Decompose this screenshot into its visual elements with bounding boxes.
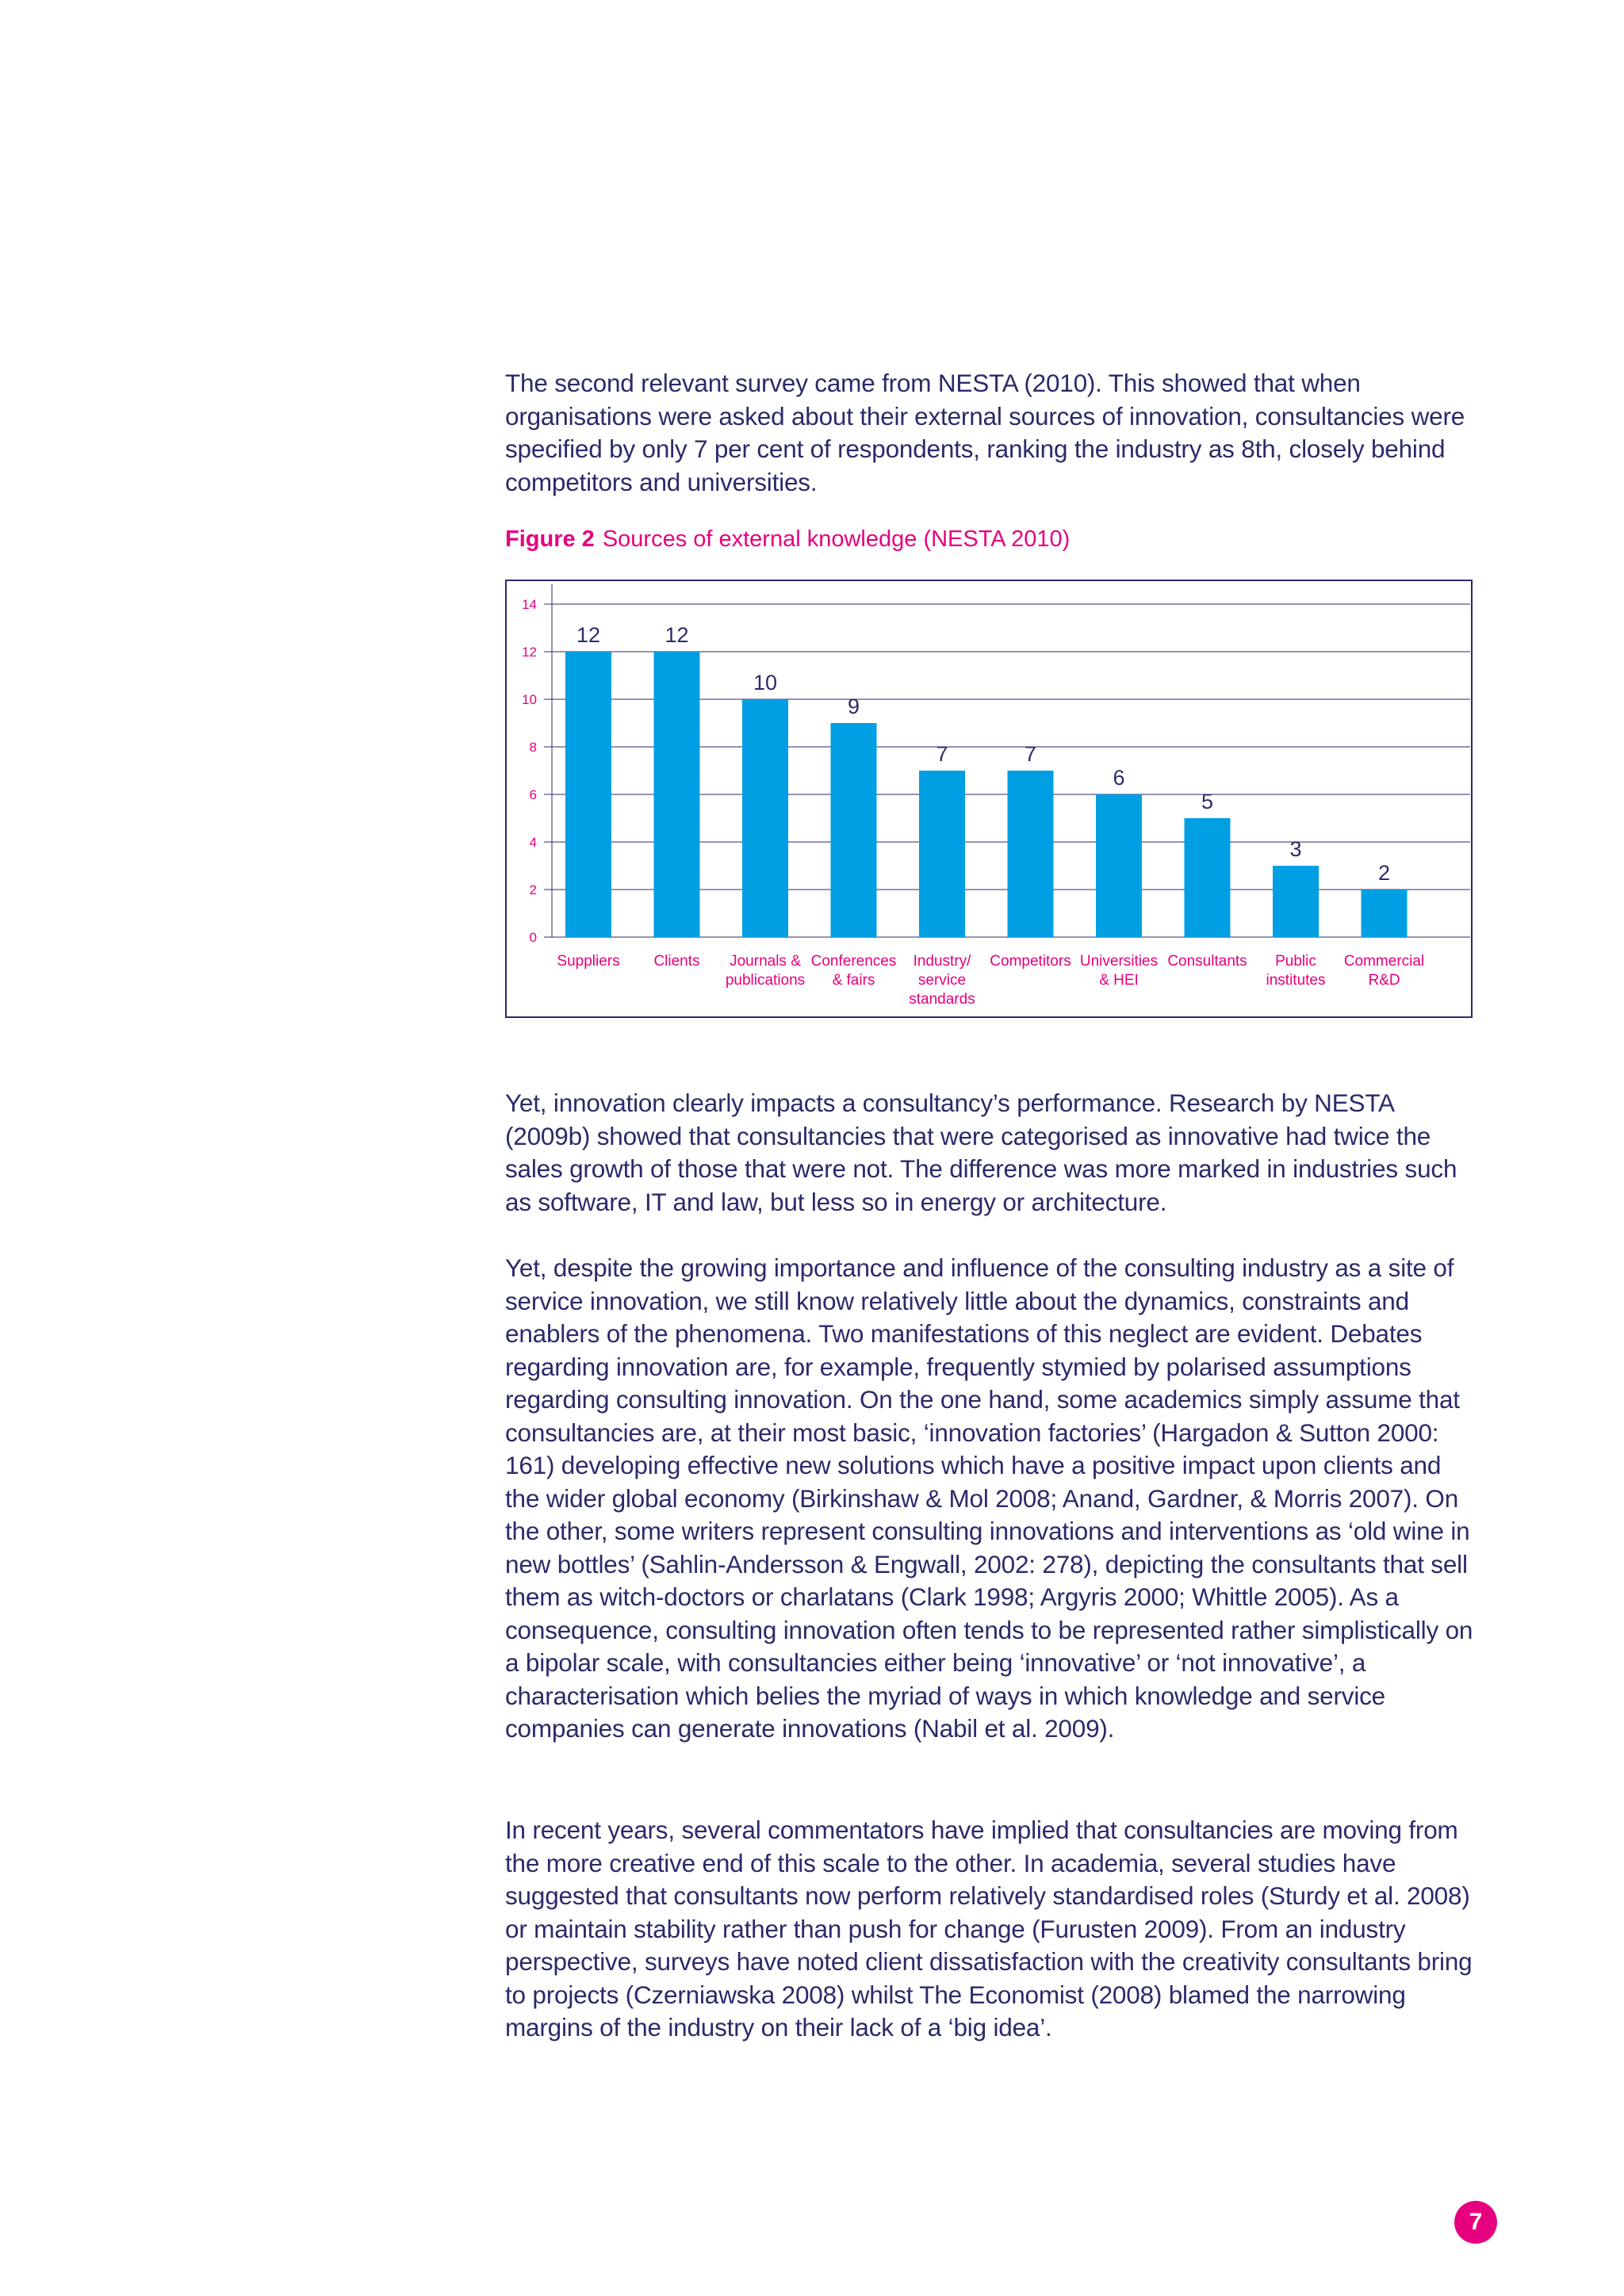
category-label: Public institutes — [1266, 953, 1326, 989]
y-tick-label: 8 — [529, 740, 537, 755]
category-label: Journals & publications — [725, 953, 806, 989]
neglect-paragraph: Yet, despite the growing importance and influence of the consulting industry as a site of service innovation, we still know relatively little about the dynamics, constraints and enablers of the phenomena. Two manifestations of this neglect are evident. Debates regarding innovation are, for example, frequently stymied by polarised assumptions regarding consulting innovation. On the one hand, some academics simply assume that consultancies are, at their most basic, ‘innovation factories’ (Hargadon & Sutton 2000: 161) developing effective new solutions which have a positive impact upon clients and the wider global economy (Birkinshaw & Mol 2008; Anand, Gardner, & Morris 2007). On the other, some writers represent consulting innovations and interventions as ‘old wine in new bottles’ (Sahlin-Andersson & Engwall, 2002: 278), depicting the consultants that sell them as witch-doctors or charlatans (Clark 1998; Argyris 2000; Whittle 2005). As a consequence, consulting innovation often tends to be represented rather simplistically on a bipolar scale, with consultancies either being ‘innovative’ or ‘not innovative’, a characterisation which belies the myriad of ways in which knowledge and service companies can generate innovations (Nabil et al. 2009). — [505, 1253, 1473, 1743]
bar — [1273, 866, 1319, 937]
bar-value-label: 7 — [936, 742, 948, 766]
y-tick-label: 2 — [529, 882, 537, 897]
bar — [831, 723, 877, 937]
category-label: Conferences & fairs — [810, 953, 897, 989]
bar — [1008, 771, 1054, 937]
category-label: Commercial R&D — [1343, 953, 1425, 989]
category-label: Universities & HEI — [1079, 953, 1159, 989]
category-label: Suppliers — [557, 953, 620, 970]
bar-value-label: 10 — [753, 671, 778, 695]
bar-value-label: 3 — [1289, 837, 1302, 861]
bar-value-label: 12 — [665, 623, 689, 647]
category-label: Consultants — [1167, 953, 1247, 970]
performance-paragraph: Yet, innovation clearly impacts a consultancy’s performance. Research by NESTA (2009b) showed that consultancies that were categorised as innovative had twice the sales growth of those that were not. The difference was more marked in industries such as software, IT and law, but less so in energy or architecture. — [505, 1089, 1457, 1216]
bar-value-label: 2 — [1377, 861, 1391, 885]
bar — [1096, 794, 1142, 937]
bar-value-label: 7 — [1024, 742, 1037, 766]
y-tick-label: 14 — [522, 597, 537, 612]
y-tick-label: 4 — [529, 835, 537, 850]
bar-value-label: 5 — [1201, 790, 1214, 813]
recent-years-paragraph: In recent years, several commentators have implied that consultancies are moving from the more creative end of this scale to the other. In academia, several studies have suggested that consultants now perform relatively standardised roles (Sturdy et al. 2008) or maintain stability rather than push for change (Furusten 2009). From an industry perspective, surveys have noted client dissatisfaction with the creativity consultants bring to projects (Czerniawska 2008) whilst The Economist (2008) blamed the narrowing margins of the industry on their lack of a ‘big idea’. — [505, 1816, 1473, 2042]
bar-value-label: 9 — [847, 695, 860, 718]
bar-chart — [505, 580, 1473, 1018]
category-label: Industry/ service standards — [909, 953, 975, 1008]
bar — [1362, 890, 1408, 937]
figure-title: Sources of external knowledge (NESTA 2010) — [602, 526, 1071, 552]
chart-canvas — [507, 581, 1471, 1016]
category-label: Clients — [653, 953, 700, 970]
bar — [565, 652, 611, 937]
bar — [919, 771, 965, 937]
bar — [1185, 818, 1231, 937]
figure-label: Figure 2 — [505, 526, 595, 552]
bar — [654, 652, 700, 937]
category-label: Competitors — [990, 953, 1071, 970]
y-tick-label: 10 — [522, 692, 537, 707]
figure-caption — [505, 526, 1070, 553]
intro-paragraph: The second relevant survey came from NESTA (2010). This showed that when organisations were asked about their external sources of innovation, consultancies were specified by only 7 per cent of respondents, ranking the industry as 8th, closely behind competitors and universities. — [505, 369, 1465, 496]
y-tick-label: 6 — [529, 787, 537, 802]
y-tick-label: 0 — [529, 930, 537, 945]
bar-value-label: 6 — [1113, 766, 1125, 790]
page-number-badge: 7 — [1454, 2201, 1497, 2244]
bar — [742, 699, 788, 937]
bar-value-label: 12 — [576, 623, 601, 647]
y-tick-label: 12 — [522, 645, 537, 660]
